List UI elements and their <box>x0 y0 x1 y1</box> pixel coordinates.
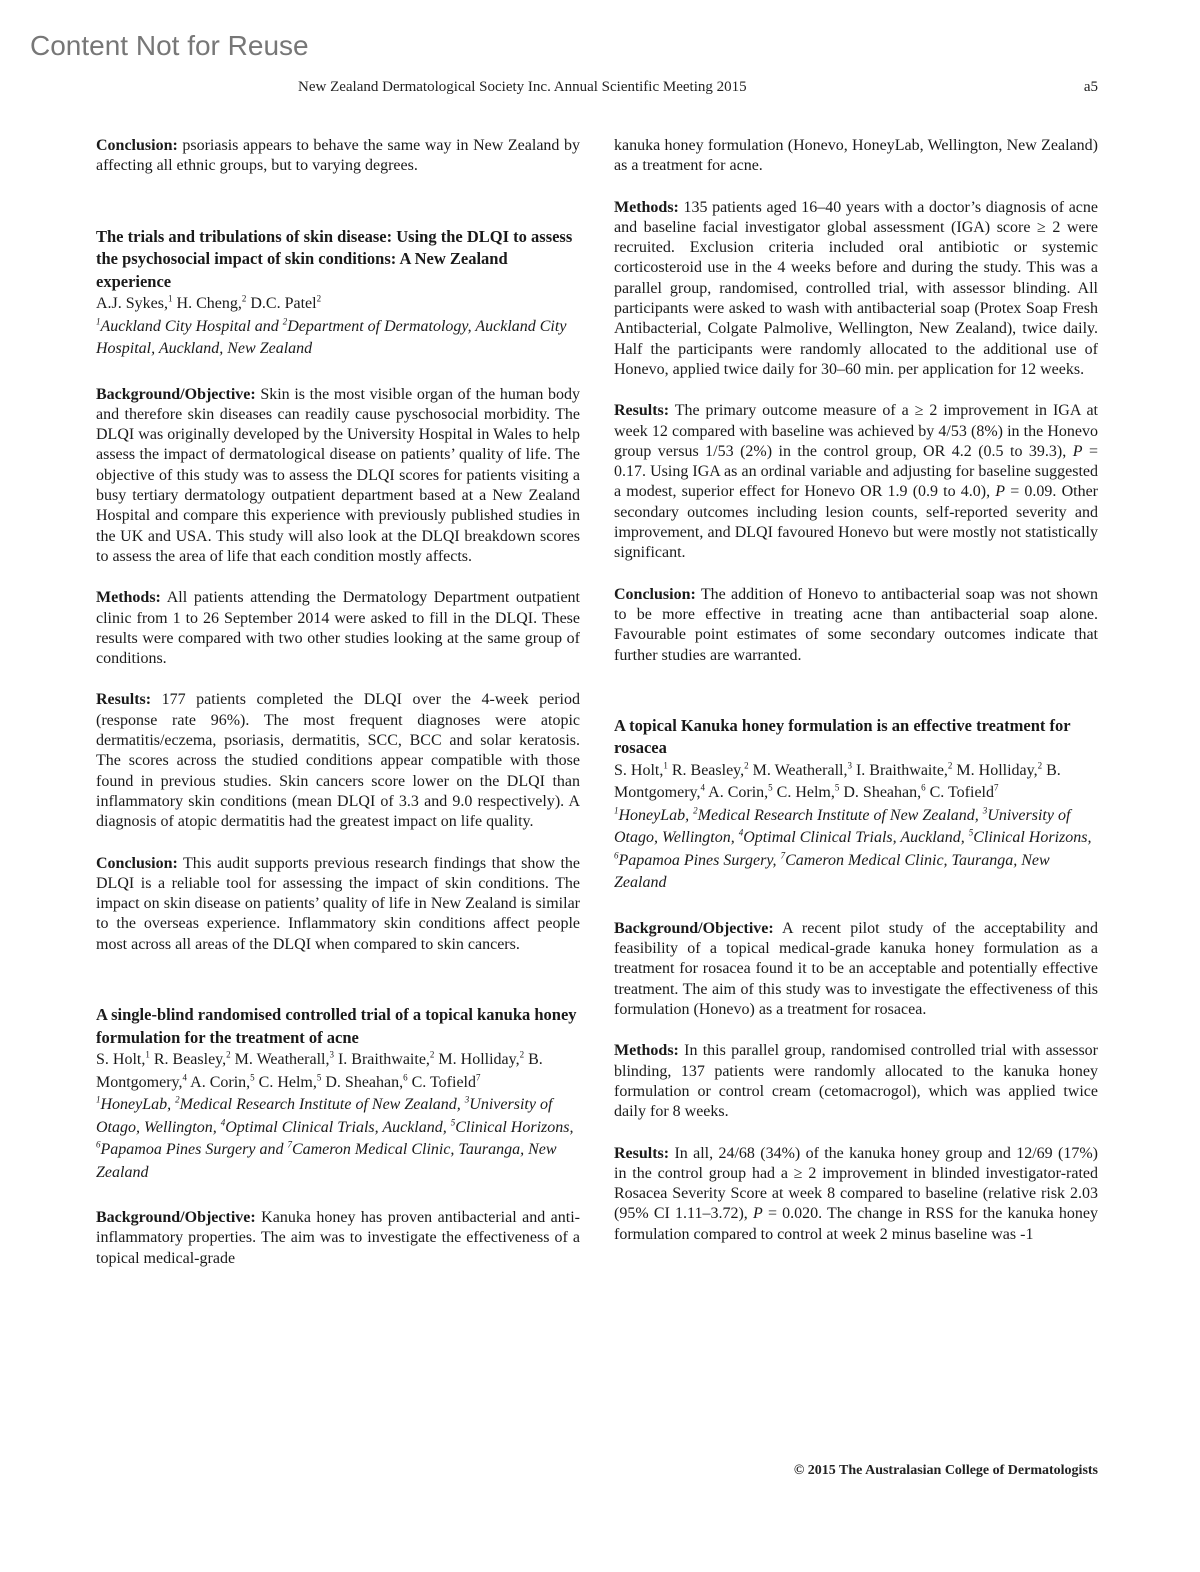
methods-paragraph: Methods: 135 patients aged 16–40 years with a doctor’s diagnosis of acne and baseline facial investigator global assessment (IGA) score ≥ 2 were recruited. Exclusion criteria included oral antibiotic or systemic corticosteroid use in the 4 weeks before and during the study. This was a parallel group, randomised, controlled trial, with assessor blinding. All participants were asked to wash with antibacterial soap (Protex Soap Fresh Antibacterial, Colgate Palmolive, Wellington, New Zealand), twice daily. Half the participants were randomly allocated to the additional use of Honevo, applied twice daily for 30–60 min. per application for 12 weeks. <box>614 198 1098 378</box>
psoriasis-conclusion: Conclusion: psoriasis appears to behave the same way in New Zealand by affecting all ethnic groups, but to varying degrees. <box>96 137 580 175</box>
affiliations: $^1$HoneyLab, $^2$Medical Research Institute of New Zealand, $^3$University of Otago, Wellington, $^4$Optimal Clinical Trials, Auckland, $^5$Clinical Horizons, $^6$Papamoa Pines Surgery, $^7$Cameron Medical Clinic, Tauranga, New Zealand <box>614 805 1092 892</box>
results-paragraph: Results: 177 patients completed the DLQI over the 4-week period (response rate 96%). The most frequent diagnoses were atopic dermatitis/eczema, psoriasis, dermatitis, SCC, BCC and solar keratosis. The scores across the studied conditions appear compatible with those found in previous studies. Skin cancers score lower on the DLQI than inflammatory skin conditions (mean DLQI of 3.3 and 9.0 respectively). A diagnosis of atopic dermatitis had the greatest impact on life quality. <box>96 691 580 831</box>
abstract-acne-continued <box>614 136 1098 666</box>
author-list: S. Holt,$^1$ R. Beasley,$^2$ M. Weatherall,$^3$ I. Braithwaite,$^2$ M. Holliday,$^2$ B. Montgomery,$^4$ A. Corin,$^5$ C. Helm,$^5$ D. Sheahan,$^6$ C. Tofield$^7$ <box>96 1049 543 1091</box>
running-head: New Zealand Dermatological Society Inc. Annual Scientific Meeting 2015 <box>298 79 747 95</box>
methods-paragraph: Methods: All patients attending the Dermatology Department outpatient clinic from 1 to 26 September 2014 were asked to fill in the DLQI. These results were compared with two other studies looking at the same group of conditions. <box>96 589 580 668</box>
left-column <box>96 136 580 1290</box>
abstract-title: The trials and tribulations of skin disease: Using the DLQI to assess the psychosocial impact of skin conditions: A New Zealand experience <box>96 226 573 291</box>
right-column <box>614 136 1098 1266</box>
results-paragraph: Results: In all, 24/68 (34%) of the kanuka honey group and 12/69 (17%) in the control group had a ≥ 2 improvement in blinded investigator-rated Rosacea Severity Score at week 8 compared to baseline (relative risk 2.03 (95% CI 1.11–3.72), P = 0.020. The change in RSS for the kanuka honey formulation compared to control at week 2 minus baseline was -1 <box>614 1144 1098 1243</box>
affiliations: $^1$HoneyLab, $^2$Medical Research Institute of New Zealand, $^3$University of Otago, Wellington, $^4$Optimal Clinical Trials, Auckland, $^5$Clinical Horizons, $^6$Papamoa Pines Surgery and $^7$Cameron Medical Clinic, Tauranga, New Zealand <box>96 1094 574 1181</box>
background-continued: kanuka honey formulation (Honevo, HoneyLab, Wellington, New Zealand) as a treatment for acne. <box>614 137 1098 175</box>
watermark: Content Not for Reuse <box>30 30 309 61</box>
copyright-footer: © 2015 The Australasian College of Dermatologists <box>793 1463 1098 1478</box>
abstract-dlqi <box>96 226 580 955</box>
background-paragraph: Background/Objective: Kanuka honey has proven antibacterial and anti-inflammatory properties. The aim was to investigate the effectiveness of a topical medical-grade <box>96 1209 580 1267</box>
abstract-title: A topical Kanuka honey formulation is an effective treatment for rosacea <box>614 715 1071 758</box>
author-list: S. Holt,$^1$ R. Beasley,$^2$ M. Weatherall,$^3$ I. Braithwaite,$^2$ M. Holliday,$^2$ B. Montgomery,$^4$ A. Corin,$^5$ C. Helm,$^5$ D. Sheahan,$^6$ C. Tofield$^7$ <box>614 760 1061 802</box>
affiliations: $^1$Auckland City Hospital and $^2$Department of Dermatology, Auckland City Hospital, Auckland, New Zealand <box>96 316 567 358</box>
methods-paragraph: Methods: In this parallel group, randomised controlled trial with assessor blinding, 137 patients were randomly allocated to the kanuka honey formulation or control cream (cetomacrogol), which was applied twice daily for 8 weeks. <box>614 1042 1098 1121</box>
abstract-rosacea <box>614 715 1098 1245</box>
background-paragraph: Background/Objective: Skin is the most visible organ of the human body and therefore skin diseases can readily cause pyschosocial morbidity. The DLQI was originally developed by the University Hospital in Wales to help assess the impact of dermatological disease on patients’ quality of life. The objective of this study was to assess the DLQI scores for patients visiting a busy tertiary dermatology outpatient department based at a New Zealand Hospital and compare this experience with previously published studies in the UK and USA. This study will also look at the DLQI breakdown scores to assess the area of life that each condition mostly affects. <box>96 385 580 565</box>
author-list: A.J. Sykes,$^1$ H. Cheng,$^2$ D.C. Patel$^2$ <box>96 293 322 313</box>
conclusion-paragraph: Conclusion: The addition of Honevo to antibacterial soap was not shown to be more effective in treating acne than antibacterial soap alone. Favourable point estimates of some secondary outcomes indicate that further studies are warranted. <box>614 585 1098 664</box>
abstract-title: A single-blind randomised controlled trial of a topical kanuka honey formulation for the treatment of acne <box>96 1005 577 1047</box>
abstract-acne <box>96 1004 580 1269</box>
conclusion-paragraph: Conclusion: This audit supports previous research findings that show the DLQI is a reliable tool for assessing the impact of skin conditions. The impact on skin disease on patients’ quality of life in New Zealand is similar to the overseas experience. Inflammatory skin conditions affect people most across all areas of the DLQI when compared to skin cancers. <box>96 854 580 953</box>
section-label: Conclusion: <box>96 137 178 154</box>
page-number: a5 <box>1083 79 1098 95</box>
results-paragraph: Results: The primary outcome measure of a ≥ 2 improvement in IGA at week 12 compared with baseline was achieved by 4/53 (8%) in the Honevo group versus 1/53 (2%) in the control group, OR 4.2 (0.5 to 39.3), P = 0.17. Using IGA as an ordinal variable and adjusting for baseline suggested a modest, superior effect for Honevo OR 1.9 (0.9 to 4.0), P = 0.09. Other secondary outcomes including lesion counts, self-reported severity and improvement, and DLQI favoured Honevo but were mostly not statistically significant. <box>614 402 1098 562</box>
background-paragraph: Background/Objective: A recent pilot study of the acceptability and feasibility of a topical medical-grade kanuka honey formulation as a treatment for rosacea found it to be an acceptable and potentially effective treatment. The aim of this study was to investigate the effectiveness of this formulation (Honevo) as a treatment for rosacea. <box>614 919 1098 1019</box>
